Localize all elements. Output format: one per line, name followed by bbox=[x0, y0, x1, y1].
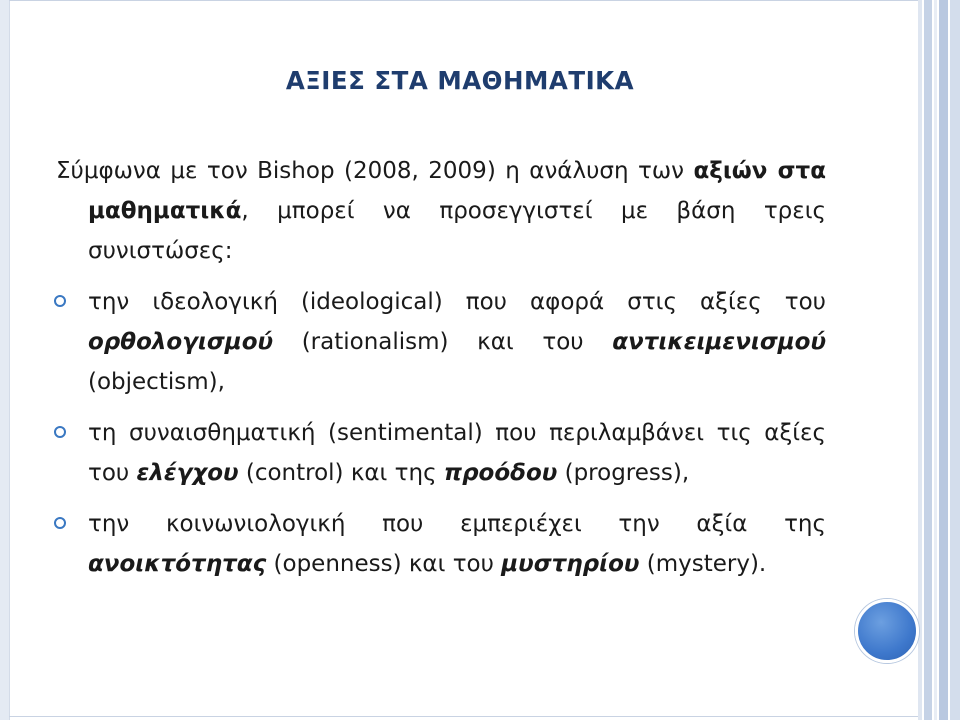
bullet-2-term-2: προόδου bbox=[443, 460, 558, 486]
right-bar-5 bbox=[950, 0, 960, 720]
intro-bold-phrase: αξιών στα μαθηματικά bbox=[88, 158, 826, 224]
bullet-item-ideological bbox=[56, 282, 826, 402]
right-bar-3 bbox=[934, 0, 937, 720]
right-decorative-bars bbox=[918, 0, 960, 720]
right-bar-1 bbox=[918, 0, 922, 720]
slide-title: ΑΞΙΕΣ ΣΤΑ ΜΑΘΗΜΑΤΙΚΑ bbox=[285, 66, 635, 95]
ring-bullet-icon bbox=[54, 517, 66, 529]
frame-top-line bbox=[9, 0, 918, 1]
intro-text-1: Σύμφωνα με τον Bishop (2008, 2009) η ανάλυση των bbox=[56, 158, 694, 184]
bullet-3-term-1: ανοικτότητας bbox=[88, 551, 267, 577]
bullet-1-term-1: ορθολογισμού bbox=[88, 329, 274, 355]
frame-bottom-line bbox=[9, 716, 918, 717]
ring-bullet-icon bbox=[54, 426, 66, 438]
slide-body bbox=[56, 151, 826, 595]
bullet-2-text-3: (progress), bbox=[557, 460, 690, 486]
bullet-1-text-3: (objectism), bbox=[88, 369, 225, 395]
bullet-3-text-2: (openness) και του bbox=[266, 551, 502, 577]
bullet-item-sentimental bbox=[56, 413, 826, 493]
ring-bullet-icon bbox=[54, 295, 66, 307]
bullet-item-sociological bbox=[56, 504, 826, 584]
right-bar-4 bbox=[939, 0, 948, 720]
bullet-3-text-1: την κοινωνιολογική που εμπεριέχει την αξία της bbox=[88, 511, 826, 537]
bullet-3-term-2: μυστηρίου bbox=[501, 551, 640, 577]
bullet-1-text-1: την ιδεολογική (ideological) που αφορά στις αξίες του bbox=[88, 289, 826, 315]
intro-paragraph bbox=[56, 151, 826, 271]
bullet-2-text-1: τη συναισθηματική (sentimental) που περιλαμβάνει τις αξίες του bbox=[88, 420, 826, 486]
bullet-1-term-2: αντικειμενισμού bbox=[612, 329, 826, 355]
bullet-1-text-2: (rationalism) και του bbox=[273, 329, 613, 355]
decorative-circle bbox=[855, 599, 919, 663]
intro-text-2: , μπορεί να προσεγγιστεί με βάση τρεις συνιστώσες: bbox=[88, 198, 826, 264]
bullet-2-text-2: (control) και της bbox=[238, 460, 444, 486]
left-border-rule bbox=[0, 0, 10, 720]
bullet-3-text-3: (mystery). bbox=[639, 551, 767, 577]
right-bar-2 bbox=[924, 0, 932, 720]
bullet-2-term-1: ελέγχου bbox=[136, 460, 239, 486]
